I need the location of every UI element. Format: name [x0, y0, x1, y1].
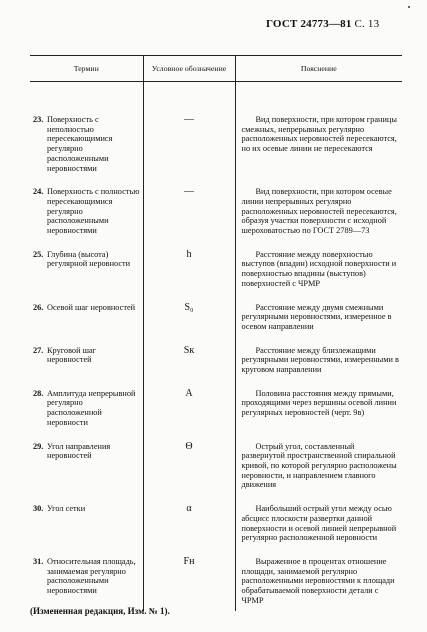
term-text: Угол сетки [47, 504, 86, 514]
term-number: 26. [33, 302, 44, 312]
symbol-cell [143, 557, 235, 612]
table-row [30, 250, 402, 303]
term-text: Глубина (высота) регулярной неровности [47, 249, 131, 269]
term-number: 27. [33, 345, 44, 355]
symbol-text: — [184, 186, 194, 198]
table-row [30, 504, 402, 557]
symbol-text: Sк [183, 344, 195, 356]
explanation-cell: Вид поверхности, при котором границы смежных, непрерывных регулярно расположенных неровностей пересекаются, но их осевые линии не пересекаются [235, 82, 402, 188]
column-header-term: Термин [30, 56, 143, 82]
term-cell [30, 346, 143, 389]
term-text: Поверхность с полностью пересекающимися регулярно расположенными неровностями [47, 187, 140, 236]
term-number: 31. [33, 556, 44, 566]
column-header-symbol: Условное обозначение [143, 56, 235, 82]
term-text: Поверхность с неполностью пересекающимися регулярно расположенными неровностями [47, 115, 113, 173]
symbol-cell [143, 346, 235, 389]
explanation-cell: Острый угол, составленный развернутой пространственной спиральной кривой, по которой регулярно расположены неровности, и направлением главного движения [235, 442, 402, 505]
symbol-cell [143, 82, 235, 188]
page-header [266, 18, 379, 30]
amendment-note: (Измененная редакция, Изм. № 1). [30, 606, 170, 616]
term-cell [30, 389, 143, 442]
term-text: Угол направления неровностей [47, 441, 111, 461]
explanation-cell: Половина расстояния между прямыми, проходящими через вершины осевой линии регулярных неровностей (черт. 9в) [235, 389, 402, 442]
terms-table [30, 55, 402, 611]
standard-number: ГОСТ 24773—81 [266, 18, 352, 30]
term-cell [30, 557, 143, 612]
table-row [30, 187, 402, 250]
symbol-text: S₀ [184, 301, 194, 313]
symbol-text: Fн [183, 555, 195, 567]
symbol-cell [143, 504, 235, 557]
table-row [30, 82, 402, 188]
term-number: 29. [33, 441, 44, 451]
term-cell [30, 442, 143, 505]
table-row [30, 303, 402, 346]
explanation-cell: Вид поверхности, при котором осевые линии непрерывных регулярно расположенных неровностей пересекаются, образуя участки поверхности с исходной шероховатостью по ГОСТ 2789—73 [235, 187, 402, 250]
symbol-cell [143, 303, 235, 346]
symbol-cell [143, 250, 235, 303]
term-cell [30, 504, 143, 557]
term-text: Круговой шаг неровностей [47, 345, 97, 365]
term-cell [30, 303, 143, 346]
symbol-text: A [185, 387, 193, 399]
table-row [30, 557, 402, 612]
term-cell [30, 250, 143, 303]
term-cell [30, 82, 143, 188]
speck-mark [408, 6, 410, 8]
explanation-cell: Расстояние между поверхностью выступов (впадин) исходной поверхности и поверхностью впадины (выступов) поверхностей с ЧРМР [235, 250, 402, 303]
explanation-cell: Выраженное в процентах отношение площади, занимаемой регулярно расположенными неровностями к площади обрабатываемой поверхности детали с ЧРМР [235, 557, 402, 612]
explanation-cell: Наибольший острый угол между осью абсцисс плоскости развертки данной поверхности и осевой линией непрерывной регулярно расположенной неровности [235, 504, 402, 557]
table-row [30, 389, 402, 442]
symbol-text: α [186, 503, 192, 515]
term-number: 30. [33, 504, 44, 514]
term-number: 25. [33, 249, 44, 259]
term-text: Амплитуда непрерывной регулярно расположенной неровности [47, 388, 136, 427]
symbol-text: Θ [185, 440, 193, 452]
symbol-cell [143, 389, 235, 442]
explanation-cell: Расстояние между двумя смежными регулярными неровностями, измеренное в осевом направлении [235, 303, 402, 346]
term-cell [30, 187, 143, 250]
table-row [30, 442, 402, 505]
table-header-row [30, 56, 402, 82]
page-number: С. 13 [354, 18, 380, 30]
symbol-cell [143, 442, 235, 505]
term-number: 28. [33, 388, 44, 398]
term-number: 23. [33, 115, 44, 124]
term-text: Относительная площадь, занимаемая регулярно расположенными неровностями [47, 556, 136, 596]
explanation-cell: Расстояние между близлежащими регулярными неровностями, измеренными в круговом направлении [235, 346, 402, 389]
term-number: 24. [33, 187, 44, 197]
column-header-explanation: Пояснение [235, 56, 402, 82]
symbol-text: — [184, 114, 194, 125]
table-row [30, 346, 402, 389]
symbol-text: h [186, 248, 192, 260]
symbol-cell [143, 187, 235, 250]
term-text: Осевой шаг неровностей [47, 302, 136, 312]
